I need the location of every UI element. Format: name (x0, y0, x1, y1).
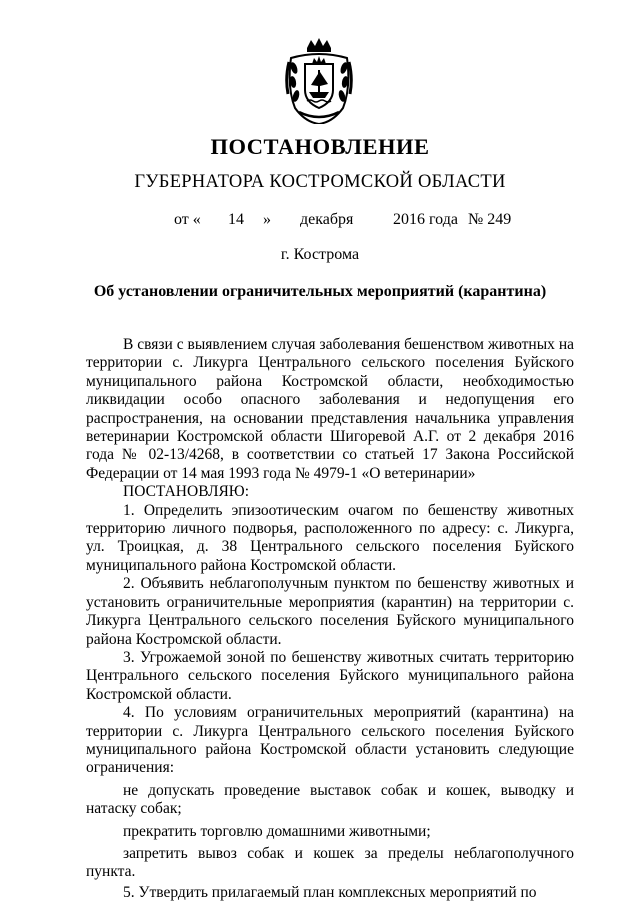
clause-1: 1. Определить эпизоотическим очагом по бешенству животных территорию личного подворья, расположенного по адресу: с. Ликурга, ул. Троицкая, д. 38 Центрального сельского поселения Буйского муниципального района Костромской области. (86, 501, 574, 574)
date-close-quote: » (263, 211, 271, 228)
document-title: ПОСТАНОВЛЕНИЕ (210, 134, 430, 159)
document-subtitle: ГУБЕРНАТОРА КОСТРОМСКОЙ ОБЛАСТИ (134, 172, 506, 192)
date-year: 2016 года (393, 211, 458, 228)
clause-4: 4. По условиям ограничительных мероприятий (карантина) на территории с. Ликурга Центрального сельского поселения Буйского муниципального района Костромской области установить следующие ограничения: (86, 704, 574, 777)
clause-3: 3. Угрожаемой зоной по бешенству животных считать территорию Центрального сельского поселения Буйского муниципального района Костромской области. (86, 648, 574, 703)
restriction-2: прекратить торговлю домашними животными; (123, 822, 431, 840)
date-prefix: от « (174, 211, 201, 228)
clause-5: 5. Утвердить прилагаемый план комплексных мероприятий по (123, 883, 537, 901)
decree-keyword: ПОСТАНОВЛЯЮ: (123, 483, 250, 501)
document-city: г. Кострома (280, 246, 360, 263)
document-number: № 249 (468, 211, 512, 228)
document-body (86, 336, 574, 902)
clause-2: 2. Объявить неблагополучным пунктом по бешенству животных и установить ограничительные мероприятия (карантин) на территории с. Ликурга Центрального сельского поселения Буйского муниципального района Костромской области. (86, 575, 574, 648)
preamble-paragraph: В связи с выявлением случая заболевания бешенством животных на территории с. Ликурга Центрального сельского поселения Буйского муниципального района Костромской области, необходимостью ликвидации особо опасного заболевания и недопущения его распространения, на основании представления начальника управления ветеринарии Костромской области Шигоревой А.Г. от 2 декабря 2016 года № 02-13/4268, в соответствии со статьей 17 Закона Российской Федерации от 14 мая 1993 года № 4979-1 «О ветеринарии» (86, 336, 574, 482)
document-heading: Об установлении ограничительных мероприятий (карантина) (93, 283, 547, 300)
restriction-1: не допускать проведение выставок собак и кошек, выводку и натаску собак; (86, 781, 574, 818)
date-day: 14 (228, 211, 244, 228)
restriction-3: запретить вывоз собак и кошек за пределы неблагополучного пункта. (86, 844, 574, 881)
date-month: декабря (300, 211, 354, 228)
coat-of-arms-emblem (285, 38, 353, 124)
